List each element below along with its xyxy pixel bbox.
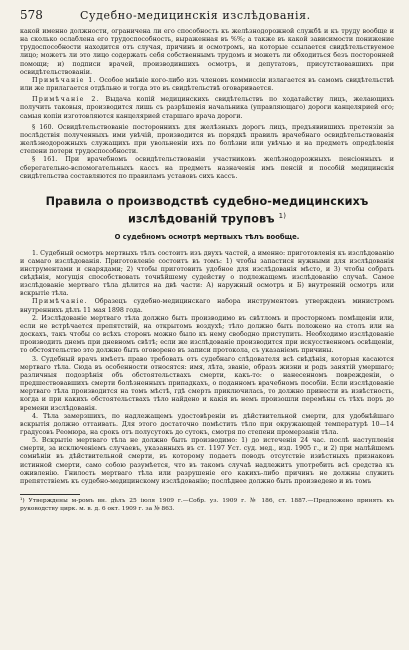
running-title: Судебно-медицинскія изслѣдованія. <box>80 9 311 22</box>
note-paragraph <box>20 298 394 314</box>
paragraph: 3. Судебный врачъ имѣетъ право требовать отъ судебнаго слѣдователя всѣ свѣдѣнія, которыя касаются мертваго тѣла. Сюда въ особенности относятся: имя, лѣта, званіе, образъ жизни и родъ занятій умершаго; различныя подозрѣнія объ обстоятельствахъ смерти, какъ-то: о нанесенномъ поврежденіи, о предшествовавшихъ смерти болѣзненныхъ припадкахъ, о поданномъ врачебномъ пособіи. Если изслѣдованіе мертваго тѣла производится на томъ мѣстѣ, гдѣ смерть приключилась, то должно принести въ извѣстность, когда и при какихъ обстоятельствахъ тѣло найдено и какія въ немъ произошли перемѣны съ тѣхъ поръ до времени изслѣдованія. <box>20 355 394 412</box>
note-label: Примѣчаніе 1. <box>32 76 97 84</box>
section-subtitle: О судебномъ осмотрѣ мертвыхъ тѣлъ вообще. <box>114 232 300 241</box>
footnote: ¹) Утверждены м-ромъ вн. дѣлъ 25 іюля 1909 г.—Собр. уз. 1909 г. № 186, ст. 1887.—Предложено принять къ руководству цирк. м. в. д. 6 окт. 1909 г. за № 863. <box>20 498 394 512</box>
paragraph: 2. Изслѣдованіе мертваго тѣла должно быть производимо въ свѣтломъ и просторномъ помѣщеніи или, если не встрѣчается препятствій, на открытомъ воздухѣ; тѣло должно быть положено на столъ или на доскахъ, такъ чтобы со всѣхъ сторонъ можно было къ нему свободно приступить. Необходимо изслѣдованіе производить днемъ при дневномъ свѣтѣ; если же изслѣдованіе производится при искусственномъ освѣщеніи, то обстоятельство это должно быть оговорено въ записи протокола, съ указаніемъ причины. <box>20 314 394 355</box>
running-head <box>20 8 394 24</box>
top-text <box>20 28 394 181</box>
paragraph: 4. Тѣла замерзшихъ, по надлежащемъ удостовѣреніи въ дѣйствительной смерти, для удобнѣйшаго вскрытія должно оттаивать. Для этого достаточно помѣстить тѣло при окружающей температурѣ 10—14 градусовъ Реомюра, на срокъ отъ полусутокъ до сутокъ, смотря по степени промерзанія тѣла. <box>20 412 394 436</box>
note-text: Выдача копій медицинскихъ свидѣтельствъ по ходатайству лицъ, желающихъ получить таковыя, производится лишь съ разрѣшенія начальника (управляющаго) дороги канцелярией его; самыя копіи изготовляются канцелярией старшаго врача дороги. <box>20 96 394 120</box>
book-page <box>20 8 394 513</box>
note-paragraph <box>20 96 394 120</box>
page-number: 578 <box>20 8 43 22</box>
note-label: Примѣчаніе 2. <box>32 96 100 104</box>
section-title-text: Правила о производствѣ судебно-медицинскихъ изслѣдованій труповъ <box>45 194 369 226</box>
note-text: Образецъ судебно-медицинскаго набора инструментовъ утвержденъ министромъ внутреннихъ дѣлъ 11 мая 1898 года. <box>20 298 394 314</box>
footnote-mark: 1) <box>278 211 287 220</box>
note-label: Примѣчаніе. <box>32 298 88 306</box>
paragraph: § 161. При врачебномъ освидѣтельствованіи участниковъ желѣзнодорожныхъ пенсіонныхъ и сберегательно-вспомогательныхъ кассъ на предметъ назначенія имъ пенсій и пособій медицинскія свидѣтельства составляются по правиламъ уставовъ сихъ кассъ. <box>20 156 394 180</box>
paragraph: 5. Вскрытіе мертваго тѣла не должно быть производимо: 1) до истеченія 24 час. послѣ наступленія смерти, за исключеніемъ случаевъ, указанныхъ въ ст. 1197 Уст. суд. мед., изд. 1905 г., и 2) при малѣйшемъ сомнѣніи въ дѣйствительной смерти, въ которому подаетъ поводъ отсутствіе извѣстныхъ признаковъ истинной смерти, само собою разумѣется, что въ такомъ случаѣ надлежитъ употребить всѣ средства къ оживленію. Гнилость мертваго тѣла или разрушеніе его какихъ-либо причинъ не должны служить препятствіемъ къ судебно-медицинскому изслѣдованію; послѣднее должно быть произведено и въ томъ <box>20 437 394 485</box>
rules-text <box>20 250 394 487</box>
paragraph: 1. Судебный осмотръ мертвыхъ тѣлъ состоитъ изъ двухъ частей, а именно: приготовленія къ изслѣдованію и самаго изслѣдованія. Приготовленіе состоитъ въ томъ: 1) чтобы запастися нужными для изслѣдованія инструментами и снарядами; 2) чтобы приготовить удобное для изслѣдованія мѣсто, и 3) чтобы собрать свѣдѣнія, могущія способствовать точнѣйшему судейству о подлежащемъ изслѣдованію случаѣ. Самое изслѣдованіе мертваго тѣла дѣлится на двѣ части: А) наружный осмотръ и Б) внутренній осмотръ или вскрытіе тѣла. <box>20 249 394 298</box>
note-paragraph <box>20 77 394 93</box>
paragraph: § 160. Освидѣтельствованіе постороннихъ для желѣзныхъ дорогъ лицъ, предъявившихъ претензіи за послѣдствія полученныхъ ими увѣчій, производится въ порядкѣ правилъ врачебнаго освидѣтельствованія желѣзнодорожныхъ служащихъ при увольненіи ихъ по болѣзни или увѣчью и на предметъ опредѣленія степени потери трудоспособности. <box>20 123 394 156</box>
paragraph: какой именно должности, ограничена ли его способность къ желѣзнодорожной службѣ и къ труду вообще и на сколько ослаблена его трудоспособность, выраженная въ %%; а также въ какой зависимости понижение трудоспособности находится отъ случая, причинъ и осмотромъ, на которые ссылается свидѣтельствуемое лицо; можетъ ли это лицо содержать себя собственнымъ трудомъ и можетъ ли обходиться безъ посторонней помощи; и) подписи врачей, производившихъ осмотръ, и депутатовъ, присутствовавшихъ при освидѣтельствованіи. <box>20 28 394 76</box>
note-text: Особое мнѣніе кого-либо изъ членовъ коммиссіи излагается въ самомъ свидѣтельствѣ или же прилагается отдѣльно и тогда это въ свидѣтельствѣ оговаривается. <box>20 76 394 93</box>
footnote-divider <box>20 494 80 495</box>
section-title <box>20 195 394 227</box>
